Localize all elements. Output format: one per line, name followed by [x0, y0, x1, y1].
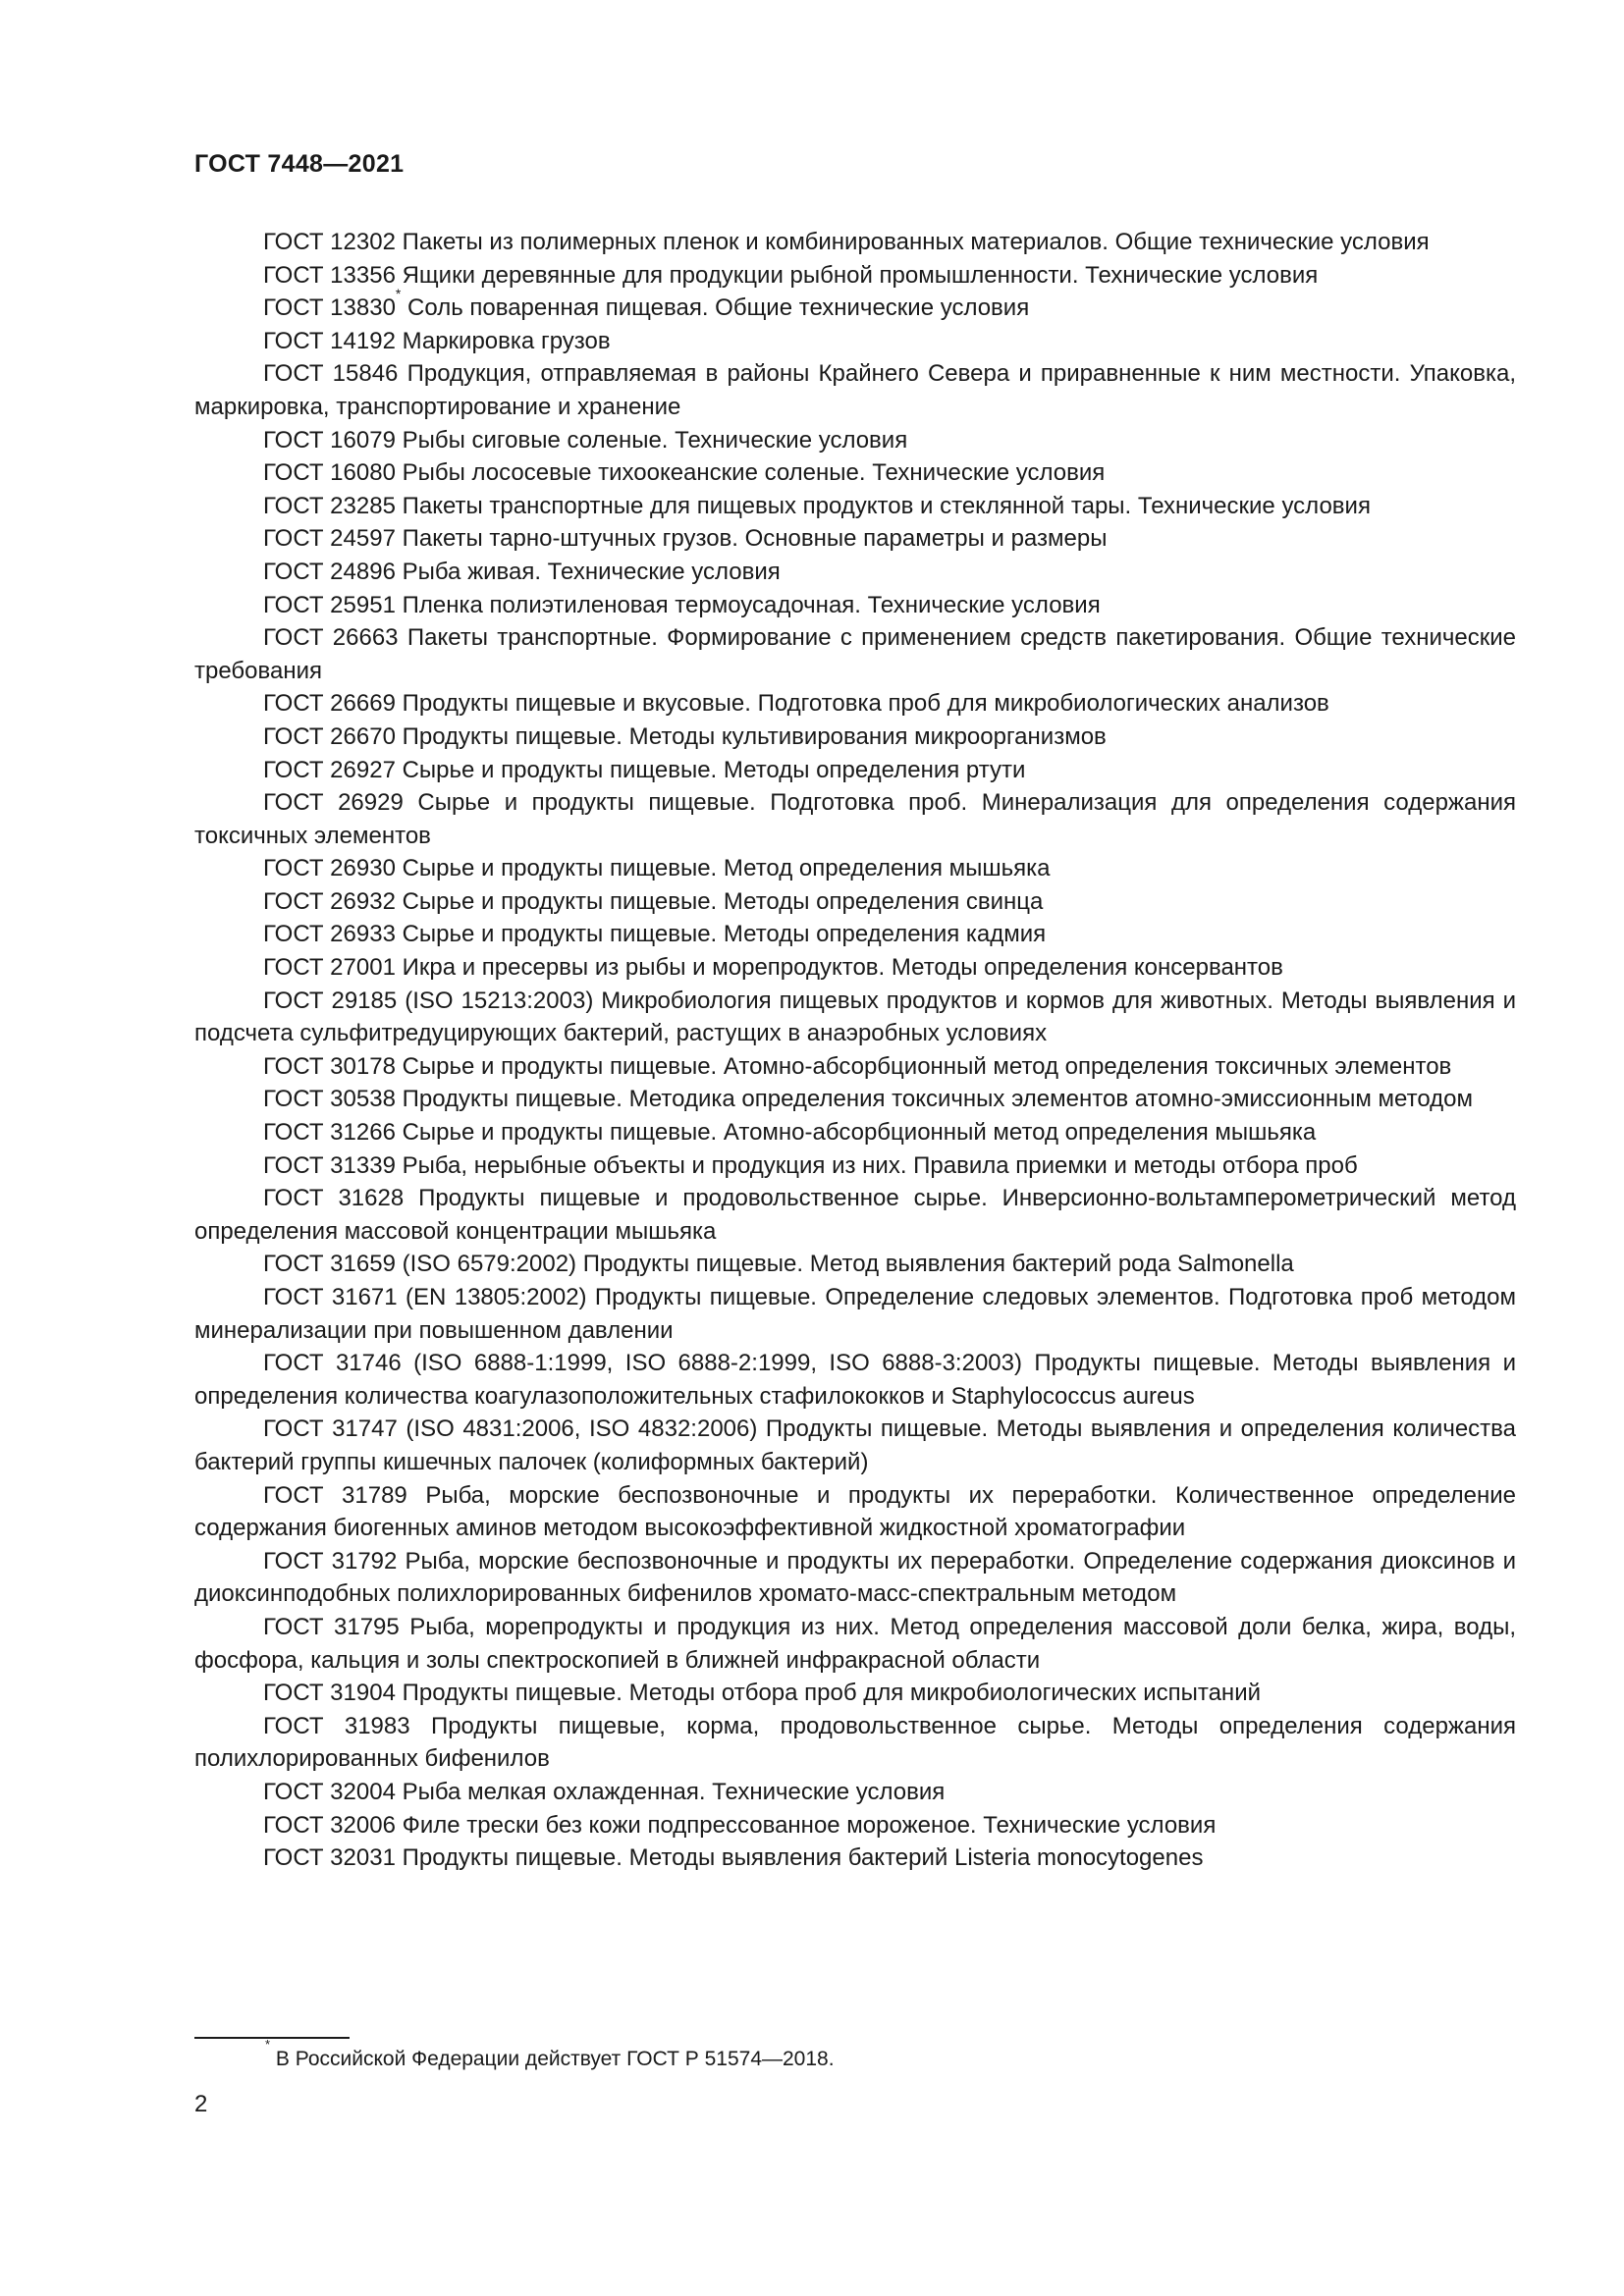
reference-title: Продукты пищевые. Методика определения токсичных элементов атомно-эмиссионным методом: [402, 1086, 1473, 1113]
reference-code: ГОСТ 31795: [263, 1613, 400, 1640]
reference-entry: [194, 1842, 1516, 1875]
reference-title: Рыбы сиговые соленые. Технические условия: [402, 426, 908, 454]
reference-entry: [194, 1149, 1516, 1183]
reference-code: ГОСТ 24597: [263, 525, 396, 553]
reference-title: (ISO 6579:2002) Продукты пищевые. Метод выявления бактерий рода Salmonella: [402, 1251, 1294, 1278]
reference-entry: [194, 424, 1516, 457]
reference-entry: [194, 357, 1516, 423]
footnote-marker: *: [265, 2037, 271, 2052]
reference-title: (ISO 15213:2003) Микробиология пищевых продуктов и кормов для животных. Методы выявления и подсчета сульфитредуцирующих бактерий, растущих в анаэробных условиях: [194, 987, 1517, 1047]
reference-entry: [194, 621, 1516, 687]
reference-entry: [194, 918, 1516, 951]
reference-entry: [194, 490, 1516, 523]
reference-code: ГОСТ 29185: [263, 987, 398, 1014]
reference-title: Сырье и продукты пищевые. Атомно-абсорбционный метод определения токсичных элементов: [402, 1052, 1452, 1080]
normative-references-list: [194, 226, 1516, 1875]
reference-entry: [194, 1182, 1516, 1248]
reference-code: ГОСТ 31628: [263, 1185, 405, 1212]
reference-title: Рыба, морские беспозвоночные и продукты их переработки. Количественное определение содержания биогенных аминов методом высокоэффективной жидкостной хроматографии: [194, 1481, 1516, 1542]
reference-entry: [194, 1710, 1516, 1776]
reference-code: ГОСТ 30178: [263, 1052, 396, 1080]
reference-code: ГОСТ 27001: [263, 954, 396, 982]
reference-title: Продукты пищевые. Методы выявления бактерий Listeria monocytogenes: [402, 1844, 1204, 1872]
reference-title: Продукция, отправляемая в районы Крайнего Севера и приравненные к ним местности. Упаковка, маркировка, транспортирование и хранение: [194, 360, 1517, 420]
reference-title: Маркировка грузов: [402, 327, 611, 354]
reference-code: ГОСТ 31671: [263, 1284, 398, 1310]
reference-code: ГОСТ 31792: [263, 1547, 398, 1575]
reference-title: Рыба, морепродукты и продукция из них. Метод определения массовой доли белка, жира, воды, фосфора, кальция и золы спектроскопией в ближней инфракрасной области: [194, 1613, 1517, 1674]
reference-title: (ISO 4831:2006, ISO 4832:2006) Продукты пищевые. Методы выявления и определения количества бактерий группы кишечных палочек (колиформных бактерий): [194, 1415, 1517, 1475]
reference-title: (ISO 6888-1:1999, ISO 6888-2:1999, ISO 6888-3:2003) Продукты пищевые. Методы выявления и определения количества коагулазоположительных стафилококков и Staphylococcus aureus: [194, 1350, 1517, 1410]
reference-code: ГОСТ 15846: [263, 360, 399, 388]
footnote-reference-marker: *: [395, 286, 402, 302]
reference-entry: [194, 985, 1516, 1050]
reference-title: Рыба мелкая охлажденная. Технические условия: [402, 1778, 946, 1805]
reference-code: ГОСТ 26927: [263, 756, 396, 783]
reference-code: ГОСТ 26932: [263, 887, 396, 915]
reference-code: ГОСТ 16079: [263, 426, 396, 454]
reference-code: ГОСТ 24896: [263, 558, 396, 585]
reference-entry: [194, 1050, 1516, 1084]
reference-code: ГОСТ 31983: [263, 1712, 410, 1739]
reference-code: ГОСТ 14192: [263, 327, 396, 354]
reference-code: ГОСТ 26933: [263, 921, 396, 948]
reference-code: ГОСТ 25951: [263, 591, 396, 618]
reference-title: Соль поваренная пищевая. Общие технические условия: [407, 294, 1030, 322]
reference-entry: [194, 754, 1516, 787]
reference-code: ГОСТ 31789: [263, 1481, 407, 1509]
reference-title: Сырье и продукты пищевые. Атомно-абсорбционный метод определения мышьяка: [402, 1119, 1317, 1147]
reference-entry: [194, 1281, 1516, 1347]
reference-entry: [194, 589, 1516, 622]
reference-code: ГОСТ 13830: [263, 294, 396, 322]
reference-code: ГОСТ 31747: [263, 1415, 398, 1443]
reference-title: Пакеты транспортные для пищевых продуктов и стеклянной тары. Технические условия: [402, 492, 1371, 519]
reference-title: Продукты пищевые. Методы культивирования микроорганизмов: [402, 722, 1107, 750]
reference-title: Сырье и продукты пищевые. Метод определения мышьяка: [402, 855, 1051, 882]
reference-title: Икра и пресервы из рыбы и морепродуктов. Методы определения консервантов: [402, 954, 1283, 982]
footnote-separator: [194, 2037, 350, 2039]
reference-title: Продукты пищевые. Методы отбора проб для микробиологических испытаний: [402, 1680, 1261, 1707]
reference-title: Рыба, нерыбные объекты и продукция из них. Правила приемки и методы отбора проб: [402, 1151, 1358, 1179]
reference-entry: [194, 556, 1516, 589]
reference-entry: [194, 721, 1516, 754]
footnote-text: В Российской Федерации действует ГОСТ Р 51574—2018.: [275, 2048, 835, 2070]
reference-title: Продукты пищевые и продовольственное сырье. Инверсионно-вольтамперометрический метод определения массовой концентрации мышьяка: [194, 1185, 1516, 1245]
reference-title: Филе трески без кожи подпрессованное мороженое. Технические условия: [402, 1811, 1217, 1839]
reference-code: ГОСТ 32006: [263, 1811, 396, 1839]
reference-code: ГОСТ 31659: [263, 1251, 396, 1278]
reference-entry: [194, 1545, 1516, 1611]
reference-entry: [194, 1347, 1516, 1413]
reference-title: Пленка полиэтиленовая термоусадочная. Технические условия: [402, 591, 1101, 618]
reference-title: Продукты пищевые, корма, продовольственное сырье. Методы определения содержания полихлорированных бифенилов: [194, 1712, 1516, 1773]
reference-entry: [194, 1413, 1516, 1478]
reference-entry: [194, 522, 1516, 556]
reference-entry: [194, 456, 1516, 490]
page-number: 2: [194, 2091, 208, 2117]
reference-title: Пакеты из полимерных пленок и комбинированных материалов. Общие технические условия: [402, 229, 1430, 255]
reference-entry: [194, 1776, 1516, 1809]
reference-code: ГОСТ 32004: [263, 1778, 396, 1805]
reference-entry: [194, 1479, 1516, 1545]
reference-title: Сырье и продукты пищевые. Методы определения свинца: [402, 887, 1044, 915]
document-code: ГОСТ 7448—2021: [194, 150, 405, 178]
reference-code: ГОСТ 26929: [263, 789, 404, 817]
reference-code: ГОСТ 30538: [263, 1086, 396, 1113]
reference-title: Продукты пищевые и вкусовые. Подготовка проб для микробиологических анализов: [402, 690, 1329, 718]
reference-title: Ящики деревянные для продукции рыбной промышленности. Технические условия: [402, 261, 1319, 289]
reference-code: ГОСТ 32031: [263, 1844, 396, 1872]
reference-entry: [194, 1677, 1516, 1710]
footnote: [265, 2037, 835, 2074]
reference-code: ГОСТ 26670: [263, 722, 396, 750]
reference-code: ГОСТ 26669: [263, 690, 396, 718]
reference-code: ГОСТ 16080: [263, 459, 396, 487]
reference-title: Пакеты тарно-штучных грузов. Основные параметры и размеры: [402, 525, 1108, 553]
reference-entry: [194, 1809, 1516, 1842]
reference-code: ГОСТ 31339: [263, 1151, 396, 1179]
reference-title: Рыба, морские беспозвоночные и продукты их переработки. Определение содержания диоксинов и диоксинподобных полихлорированных бифенилов хромато-масс-спектральным методом: [194, 1547, 1517, 1608]
reference-code: ГОСТ 23285: [263, 492, 396, 519]
reference-entry: [194, 1083, 1516, 1116]
reference-title: Рыбы лососевые тихоокеанские соленые. Технические условия: [402, 459, 1106, 487]
reference-entry: [194, 325, 1516, 358]
reference-entry: [194, 885, 1516, 919]
reference-code: ГОСТ 13356: [263, 261, 396, 289]
reference-code: ГОСТ 26663: [263, 624, 399, 652]
reference-title: Рыба живая. Технические условия: [402, 558, 781, 585]
reference-entry: [194, 1116, 1516, 1149]
document-header: [194, 150, 404, 179]
reference-title: (EN 13805:2002) Продукты пищевые. Определение следовых элементов. Подготовка проб методом минерализации при повышенном давлении: [194, 1284, 1517, 1344]
reference-title: Сырье и продукты пищевые. Подготовка проб. Минерализация для определения содержания токсичных элементов: [194, 789, 1516, 849]
reference-code: ГОСТ 26930: [263, 855, 396, 882]
reference-entry: [194, 1611, 1516, 1677]
reference-code: ГОСТ 12302: [263, 229, 396, 255]
reference-entry: [194, 687, 1516, 721]
reference-code: ГОСТ 31904: [263, 1680, 396, 1707]
reference-entry: [194, 951, 1516, 985]
reference-title: Сырье и продукты пищевые. Методы определения кадмия: [402, 921, 1047, 948]
reference-entry: [194, 852, 1516, 885]
reference-entry: [194, 226, 1516, 259]
reference-entry: [194, 1248, 1516, 1281]
reference-code: ГОСТ 31746: [263, 1350, 402, 1377]
reference-entry: [194, 786, 1516, 852]
reference-entry: [194, 286, 1516, 325]
reference-title: Пакеты транспортные. Формирование с применением средств пакетирования. Общие технические требования: [194, 624, 1517, 684]
reference-entry: [194, 259, 1516, 293]
reference-code: ГОСТ 31266: [263, 1119, 396, 1147]
reference-title: Сырье и продукты пищевые. Методы определения ртути: [402, 756, 1026, 783]
